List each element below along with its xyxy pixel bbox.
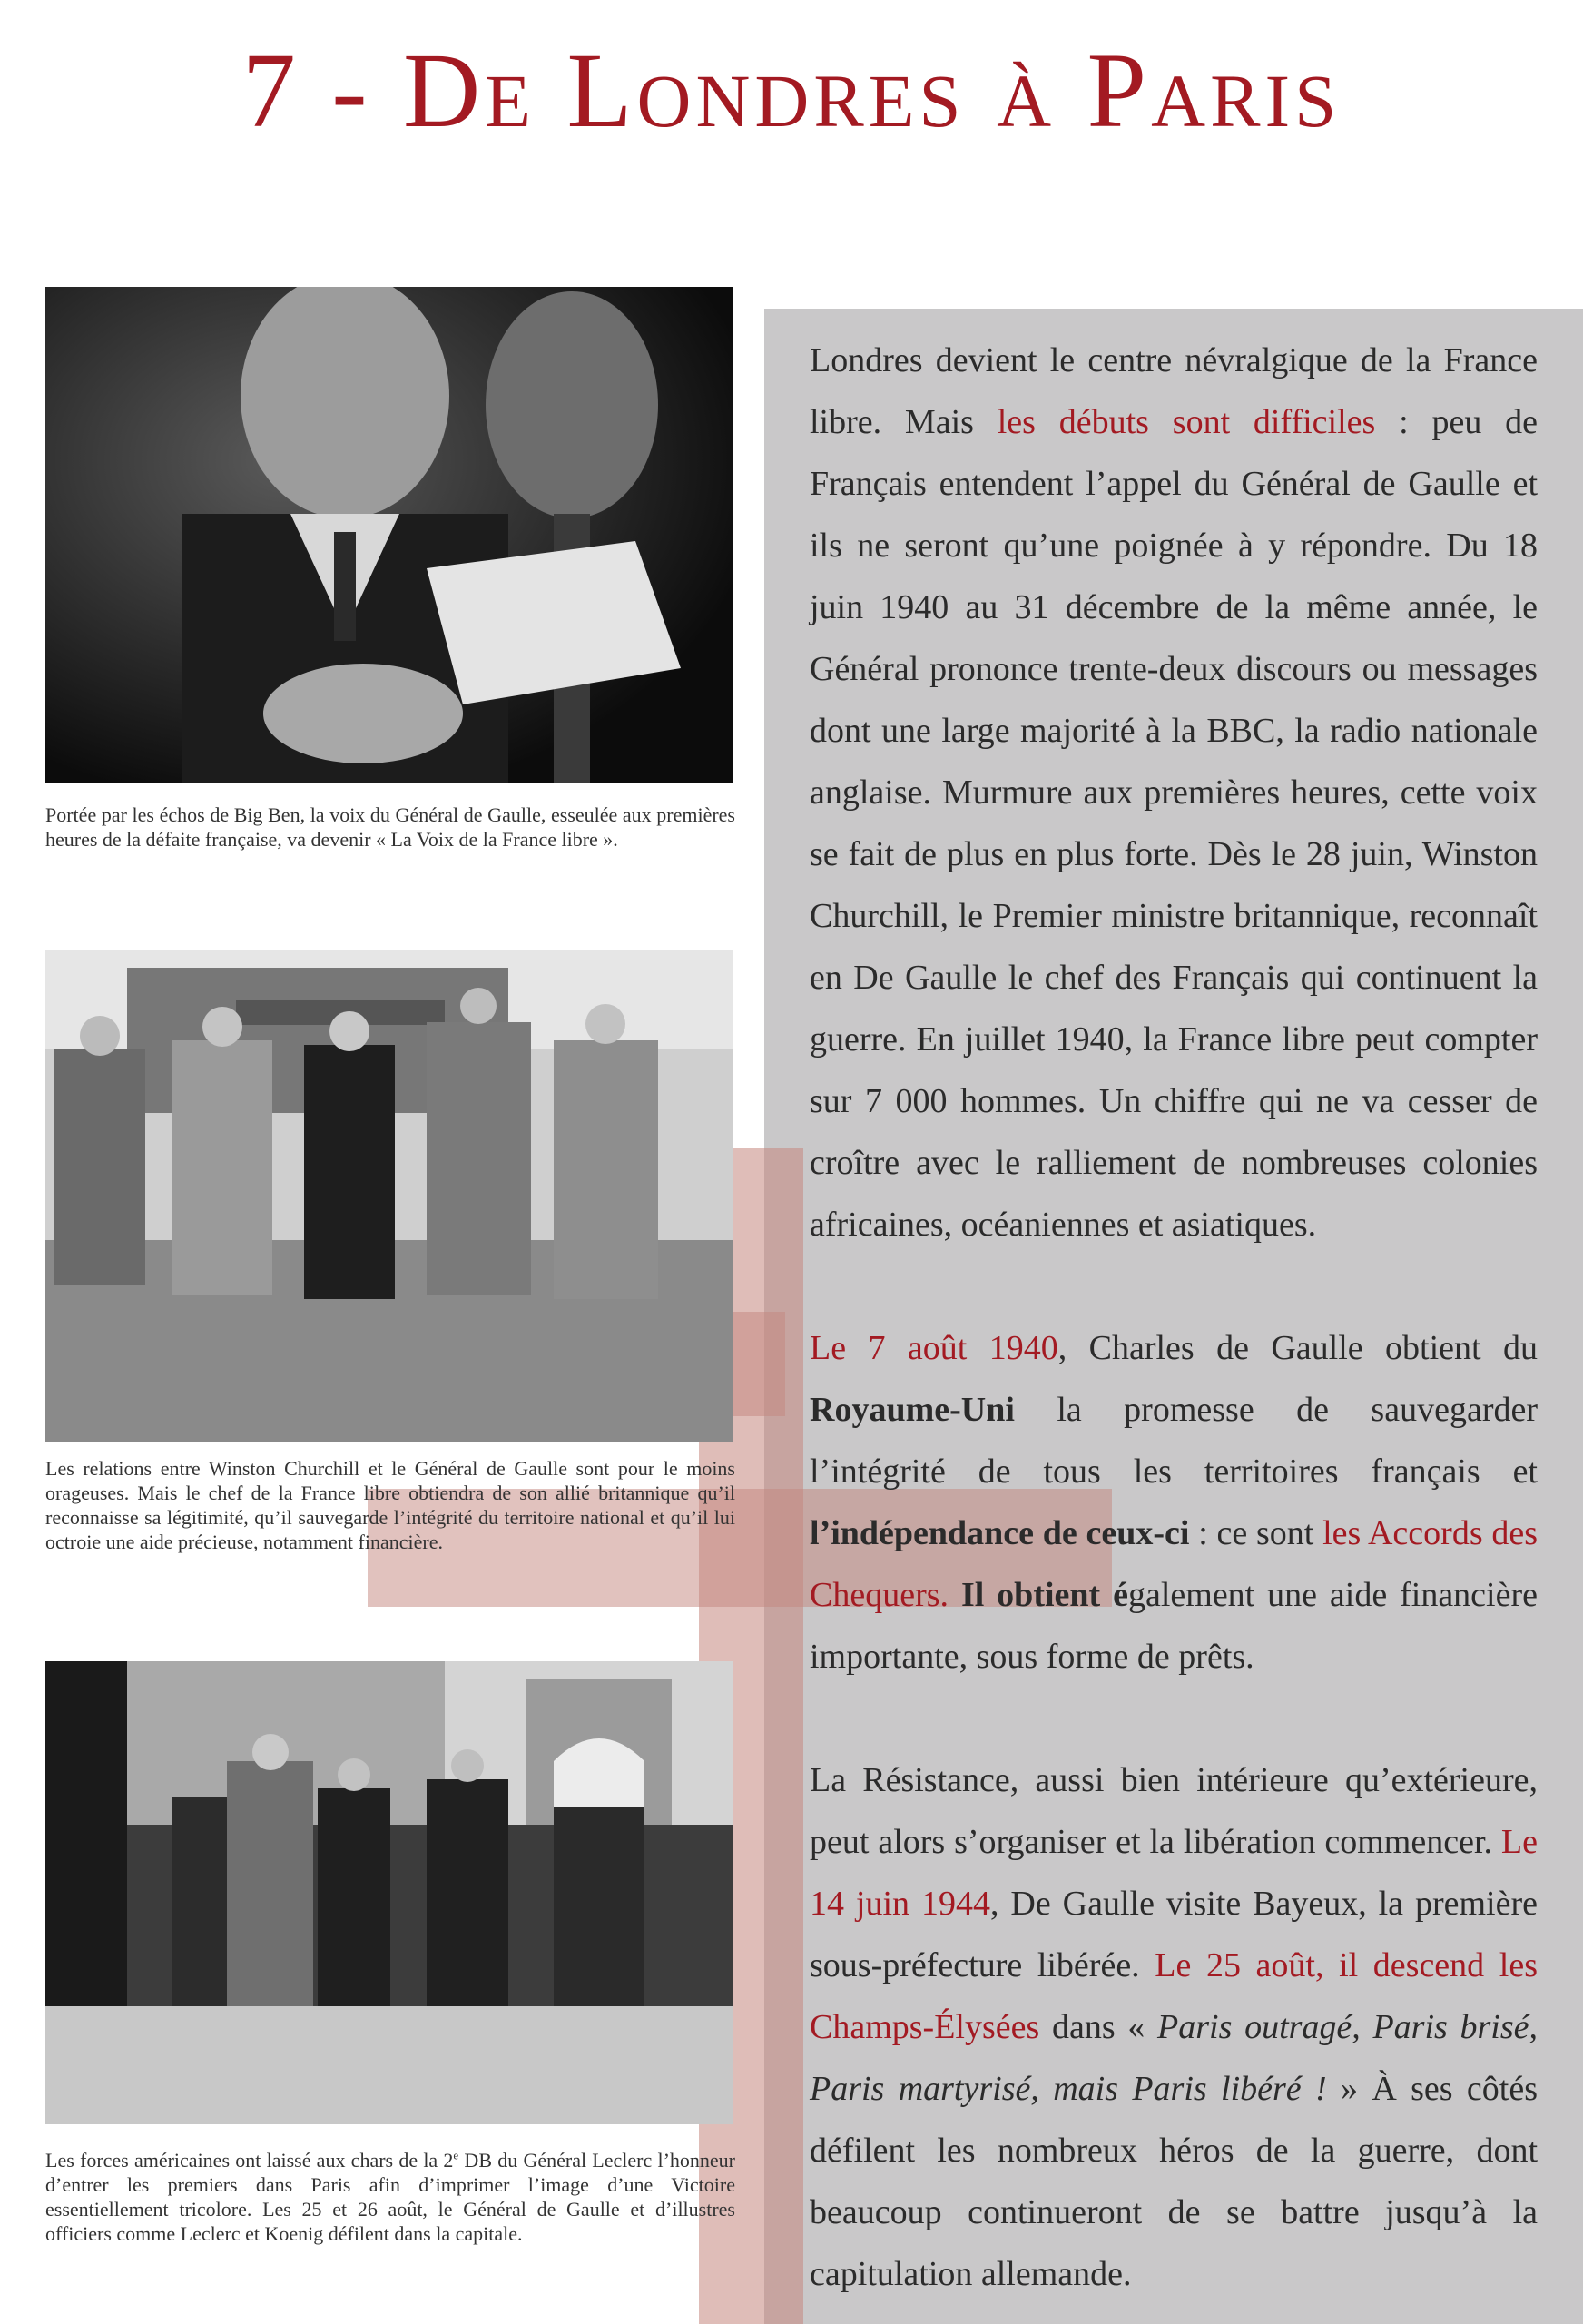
photo-caption-2: Les relations entre Winston Churchill et le Général de Gaulle sont pour le moins orageuses. Mais le chef de la France libre obtiendra de son allié britannique qu’il reconnaisse sa légitimité, qu’il sauvegarde l’intégrité du territoire national et qu’il lui octroie une aide précieuse, notamment financière. [45, 1457, 735, 1553]
paragraph-2: Le 7 août 1940, Charles de Gaulle obtient du Royaume-Uni la promesse de sauvegarder l’intégrité de tous les territoires français et l’indépendance de ceux-ci : ce sont les Accords des Chequers. Il obtient également une aide financière importante, sous forme de prêts. [810, 1329, 1539, 1676]
photo-de-gaulle-microphone [45, 287, 733, 783]
photo-caption-1: Portée par les échos de Big Ben, la voix du Général de Gaulle, esseulée aux premières heures de la défaite française, va devenir « La Voix de la France libre ». [45, 803, 735, 851]
photo-champs-elysees-march [45, 1661, 733, 2124]
photo-caption-3: Les forces américaines ont laissé aux chars de la 2e DB du Général Leclerc l’honneur d’entrer les premiers dans Paris afin d’imprimer l’image d’une Victoire essentiellement tricolore. Les 25 et 26 août, le Général de Gaulle et d’illustres officiers comme Leclerc et Koenig défilent dans la capitale. [45, 2148, 735, 2245]
photo-officers-tank [45, 950, 733, 1442]
paragraph-3: La Résistance, aussi bien intérieure qu’extérieure, peut alors s’organiser et la libération commencer. Le 14 juin 1944, De Gaulle visite Bayeux, la première sous-préfecture libérée. Le 25 août, il descend les Champs-Élysées dans « Paris outragé, Paris brisé, Paris martyrisé, mais Paris libéré ! » À ses côtés défilent les nombreux héros de la guerre, dont beaucoup continueront de se battre jusqu’à la capitulation allemande. [810, 1761, 1539, 2293]
main-text [810, 330, 1538, 2305]
paragraph-1: Londres devient le centre névralgique de la France libre. Mais les débuts sont difficiles : peu de Français entendent l’appel du Général de Gaulle et ils ne seront qu’une poignée à y répondre. Du 18 juin 1940 au 31 décembre de la même année, le Général prononce trente-deux discours ou messages dont une large majorité à la BBC, la radio nationale anglaise. Murmure aux premières heures, cette voix se fait de plus en plus forte. Dès le 28 juin, Winston Churchill, le Premier ministre britannique, reconnaît en De Gaulle le chef des Français qui continuent la guerre. En juillet 1940, la France libre peut compter sur 7 000 hommes. Un chiffre qui ne va cesser de croître avec le ralliement de nombreuses colonies africaines, océaniennes et asiatiques. [810, 341, 1538, 1244]
page-title: 7 - De Londres à Paris [241, 31, 1342, 150]
